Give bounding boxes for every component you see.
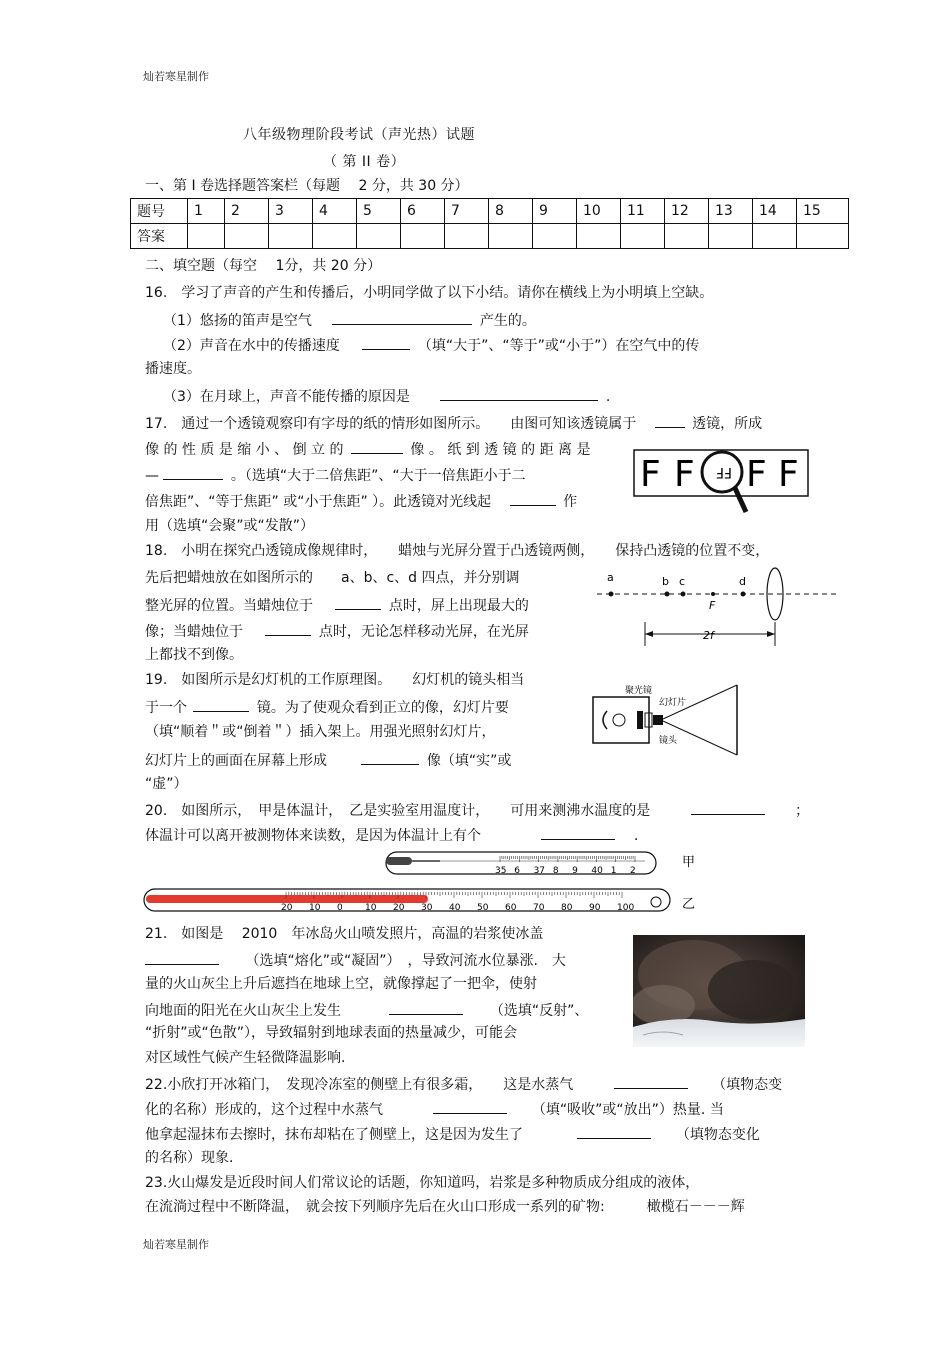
q21-line5: “折射”或“色散”），导致辐射到地球表面的热量减少，可能会 <box>145 1025 518 1041</box>
answer-blank[interactable] <box>145 950 219 965</box>
q16-p2-end: （填“大于”、“等于”或“小于”）在空气中的传 <box>417 338 700 354</box>
lab-tick-label: 30 <box>421 903 433 913</box>
answer-blank[interactable] <box>335 595 381 610</box>
q20-text: . <box>633 828 639 844</box>
answer-cell[interactable] <box>269 224 313 249</box>
q19-line1: 19. 如图所示是幻灯机的工作原理图。 幻灯机的镜头相当 <box>145 672 525 688</box>
lab-tick-label: 0 <box>337 903 343 913</box>
clinical-bulb <box>386 857 412 865</box>
answer-blank[interactable] <box>510 491 556 506</box>
table-cell: 8 <box>489 199 533 224</box>
table-cell: 5 <box>357 199 401 224</box>
q17-text: — <box>145 468 159 484</box>
answer-blank[interactable] <box>163 465 223 480</box>
q22-text: （填“吸收”或“放出”）热量. 当 <box>531 1102 724 1118</box>
q16-p1-end: 产生的。 <box>479 313 536 329</box>
q17-line3 <box>145 465 526 485</box>
q17-text: 作 <box>563 494 578 510</box>
table-cell: 13 <box>709 199 753 224</box>
q17-line5: 用（选填“会聚”或“发散”） <box>145 518 315 534</box>
q16-part1 <box>163 310 536 330</box>
answer-blank[interactable] <box>541 825 615 840</box>
q22-text: 化的名称）形成的，这个过程中水蒸气 <box>145 1102 383 1118</box>
answer-cell[interactable] <box>401 224 445 249</box>
lab-tick-label: 80 <box>561 903 573 913</box>
table-cell: 4 <box>313 199 357 224</box>
q22-line1 <box>145 1074 782 1094</box>
lab-tick-label: 90 <box>589 903 601 913</box>
answer-cell[interactable] <box>445 224 489 249</box>
section-2-heading: 二、填空题（每空 1分，共 20 分） <box>145 258 382 274</box>
table-cell: 11 <box>621 199 665 224</box>
answer-blank[interactable] <box>193 697 249 712</box>
answer-blank[interactable] <box>332 310 472 325</box>
table-row <box>131 199 849 224</box>
reflector-icon <box>603 711 607 729</box>
q21-line1: 21. 如图是 2010 年冰岛火山喷发照片，高温的岩浆使冰盖 <box>145 926 544 942</box>
q22-text: 他拿起湿抹布去擦时，抹布却粘在了侧壁上，这是因为发生了 <box>145 1127 523 1143</box>
answer-cell[interactable] <box>665 224 709 249</box>
q16-part2-cont: 播速度。 <box>145 361 201 377</box>
q18-text: 点时，屏上出现最大的 <box>388 598 529 614</box>
q18-text: 像；当蜡烛位于 <box>145 624 243 640</box>
answer-blank[interactable] <box>351 439 403 454</box>
q18-line3 <box>145 595 529 615</box>
volcano-photo <box>633 935 805 1047</box>
focus-label: F <box>709 599 716 612</box>
q17-line4 <box>145 491 577 511</box>
answer-cell[interactable] <box>489 224 533 249</box>
point-b-label: b <box>662 575 669 588</box>
q21-text: 向地面的阳光在火山灰尘上发生 <box>145 1003 341 1019</box>
red-liquid-column <box>146 895 428 903</box>
q16-stem: 16. 学习了声音的产生和传播后，小明同学做了以下小结。请你在横线上为小明填上空缺。 <box>145 285 714 301</box>
lab-tick-label: 20 <box>281 903 293 913</box>
answer-blank[interactable] <box>361 750 419 765</box>
lab-tick-label: 10 <box>309 903 321 913</box>
answer-cell[interactable] <box>709 224 753 249</box>
condenser-label: 聚光镜 <box>625 686 653 696</box>
label-jia: 甲 <box>682 855 696 870</box>
section-1-heading: 一、第 I 卷选择题答案栏（每题 2 分，共 30 分） <box>145 178 469 194</box>
q19-text: 幻灯片上的画面在屏幕上形成 <box>145 753 327 769</box>
magnifier-handle <box>735 488 746 512</box>
q22-line4: 的名称）现象. <box>145 1150 234 1166</box>
slide-label: 幻灯片 <box>659 698 687 708</box>
q21-line6: 对区域性气候产生轻微降温影响. <box>145 1050 346 1066</box>
table-cell: 14 <box>753 199 797 224</box>
q23-line2: 在流淌过程中不断降温， 就会按下列顺序先后在火山口形成一系列的矿物: 橄榄石－－－辉 <box>145 1199 745 1215</box>
q16-p3-end: . <box>605 389 611 405</box>
clinical-tick-label: 35 <box>495 866 507 876</box>
q19-line4 <box>145 750 511 770</box>
q20-text: 20. 如图所示， 甲是体温计， 乙是实验室用温度计， 可用来测沸水温度的是 <box>145 803 651 819</box>
q17-text: 像 。 纸 到 透 镜 的 距 离 是 <box>410 442 591 458</box>
clinical-tick-label: 9 <box>572 866 578 876</box>
q17-text: 。（选填“大于二倍焦距”、“大于一倍焦距小于二 <box>230 468 526 484</box>
clinical-tick-label: 6 <box>514 866 521 876</box>
answer-blank[interactable] <box>614 1074 688 1089</box>
page-header: 灿若寒星制作 <box>143 70 209 83</box>
q19-text: 像（填“实”或 <box>426 753 512 769</box>
row-label-number: 题号 <box>131 199 188 224</box>
q18-text: 点时，无论怎样移动光屏，在光屏 <box>318 624 529 640</box>
lab-tick-label: 60 <box>505 903 517 913</box>
answer-cell[interactable] <box>621 224 665 249</box>
two-f-label: 2f <box>703 629 714 642</box>
q19-line5: “虚”） <box>145 776 188 792</box>
q20-line1 <box>145 800 809 820</box>
lab-tick-label: 100 <box>617 903 635 913</box>
q20-line2 <box>145 825 638 845</box>
q21-line2 <box>145 950 566 970</box>
table-cell: 15 <box>797 199 849 224</box>
lens-head-label: 镜头 <box>659 736 678 746</box>
lab-tick-label: 20 <box>393 903 405 913</box>
answer-cell[interactable] <box>357 224 401 249</box>
table-cell: 12 <box>665 199 709 224</box>
lab-tick-label: 70 <box>533 903 545 913</box>
q16-part3 <box>163 386 610 406</box>
q20-text: ； <box>795 803 810 819</box>
convex-lens-axis-figure <box>595 566 840 651</box>
lab-tick-label: 10 <box>365 903 377 913</box>
letter-f: F <box>778 454 799 495</box>
answer-cell[interactable] <box>313 224 357 249</box>
q22-text: （填物态变化 <box>675 1127 760 1143</box>
q17-line2 <box>145 439 590 459</box>
q19-text: 于一个 <box>145 700 187 716</box>
answer-cell[interactable] <box>225 224 269 249</box>
clinical-tick-label: 40 <box>591 866 603 876</box>
q23-line1: 23.火山爆发是近段时间人们常议论的话题，你知道吗，岩浆是多种物质成分组成的液体， <box>145 1175 700 1191</box>
table-cell: 9 <box>533 199 577 224</box>
answer-blank[interactable] <box>440 386 598 401</box>
q16-part2 <box>163 335 699 355</box>
q22-text: 22.小欣打开冰箱门， 发现冷冻室的侧壁上有很多霜， 这是水蒸气 <box>145 1077 574 1093</box>
clinical-tick-label: 8 <box>552 866 559 876</box>
answer-blank[interactable] <box>265 621 311 636</box>
table-cell: 6 <box>401 199 445 224</box>
table-cell: 2 <box>225 199 269 224</box>
page-footer: 灿若寒星制作 <box>143 1238 209 1251</box>
lab-tick-label: 40 <box>449 903 461 913</box>
condenser-lens-icon <box>637 711 643 729</box>
q21-text: （选填“反射”、 <box>489 1003 589 1019</box>
answer-cell[interactable] <box>797 224 849 249</box>
clinical-tick-label: 37 <box>533 866 546 876</box>
q18-line4 <box>145 621 529 641</box>
answer-cell[interactable] <box>753 224 797 249</box>
q22-text: （填物态变 <box>712 1077 783 1093</box>
q17-text: 像 的 性 质 是 缩 小 、 倒 立 的 <box>145 442 344 458</box>
q19-text: 镜。为了使观众看到正立的像，幻灯片要 <box>256 700 509 716</box>
table-cell: 3 <box>269 199 313 224</box>
point-c-label: c <box>679 575 686 588</box>
letter-f: F <box>746 454 767 495</box>
q17-text: 透镜，所成 <box>692 416 763 432</box>
lens-letters-figure <box>632 442 812 518</box>
exam-title: 八年级物理阶段考试（声光热）试题 <box>243 127 475 143</box>
letter-f: F <box>674 454 695 495</box>
row-label-answer: 答案 <box>131 224 188 249</box>
answer-cell[interactable] <box>188 224 225 249</box>
point-a-label: a <box>607 571 614 584</box>
point-d-label: d <box>739 575 746 588</box>
q17-text: 17. 通过一个透镜观察印有字母的纸的情形如图所示。 由图可知该透镜属于 <box>145 416 637 432</box>
q18-line1: 18. 小明在探究凸透镜成像规律时， 蜡烛与光屏分置于凸透镜两侧， 保持凸透镜的位置不变， <box>145 543 770 559</box>
answer-blank[interactable] <box>691 800 765 815</box>
q16-p2-text: （2）声音在水中的传播速度 <box>163 338 340 354</box>
answer-cell[interactable] <box>533 224 577 249</box>
clinical-tick-label: 1 <box>610 866 617 876</box>
q21-line3: 量的火山灰尘上升后遮挡在地球上空，就像撑起了一把伞，使射 <box>145 976 537 992</box>
exam-subtitle: （ 第 II 卷） <box>323 154 406 170</box>
clinical-tick-label: 2 <box>630 866 636 876</box>
table-cell: 1 <box>188 199 225 224</box>
q20-text: 体温计可以离开被测物体来读数，是因为体温计上有个 <box>145 828 481 844</box>
q17-text: 倍焦距”、“等于焦距” 或“小于焦距” ）。此透镜对光线起 <box>145 494 492 510</box>
q21-text: （选填“熔化”或“凝固”） ，导致河流水位暴涨. 大 <box>245 953 566 969</box>
q19-line2 <box>145 697 509 717</box>
q22-line3 <box>145 1124 760 1144</box>
inverted-letters: FF <box>715 464 732 480</box>
answer-blank[interactable] <box>433 1099 507 1114</box>
answer-cell[interactable] <box>577 224 621 249</box>
answer-blank[interactable] <box>655 413 685 428</box>
q18-text: 整光屏的位置。当蜡烛位于 <box>145 598 313 614</box>
q21-line4 <box>145 1000 588 1020</box>
projection-lens-icon <box>653 715 663 725</box>
q18-line2: 先后把蜡烛放在如图所示的 a、b、c、d 四点，并分别调 <box>145 570 520 586</box>
lab-tick-label: 50 <box>477 903 489 913</box>
q22-line2 <box>145 1099 724 1119</box>
q17-line1 <box>145 413 762 433</box>
lamp-icon <box>613 714 625 726</box>
projector-figure <box>585 683 745 761</box>
answer-blank[interactable] <box>577 1124 651 1139</box>
table-cell: 10 <box>577 199 621 224</box>
label-yi: 乙 <box>682 897 696 912</box>
letter-f: F <box>640 454 661 495</box>
thermometers-figure <box>140 848 710 916</box>
q16-p1-text: （1）悠扬的笛声是空气 <box>163 313 312 329</box>
q19-line3: （填“顺着＂或“倒着＂）插入架上。用强光照射幻灯片， <box>145 724 496 740</box>
table-cell: 7 <box>445 199 489 224</box>
q16-p3-text: （3）在月球上，声音不能传播的原因是 <box>163 389 410 405</box>
q18-line5: 上都找不到像。 <box>145 647 243 663</box>
table-row <box>131 224 849 249</box>
answer-blank[interactable] <box>389 1000 463 1015</box>
answer-blank[interactable] <box>362 335 410 350</box>
answer-table <box>130 198 849 249</box>
